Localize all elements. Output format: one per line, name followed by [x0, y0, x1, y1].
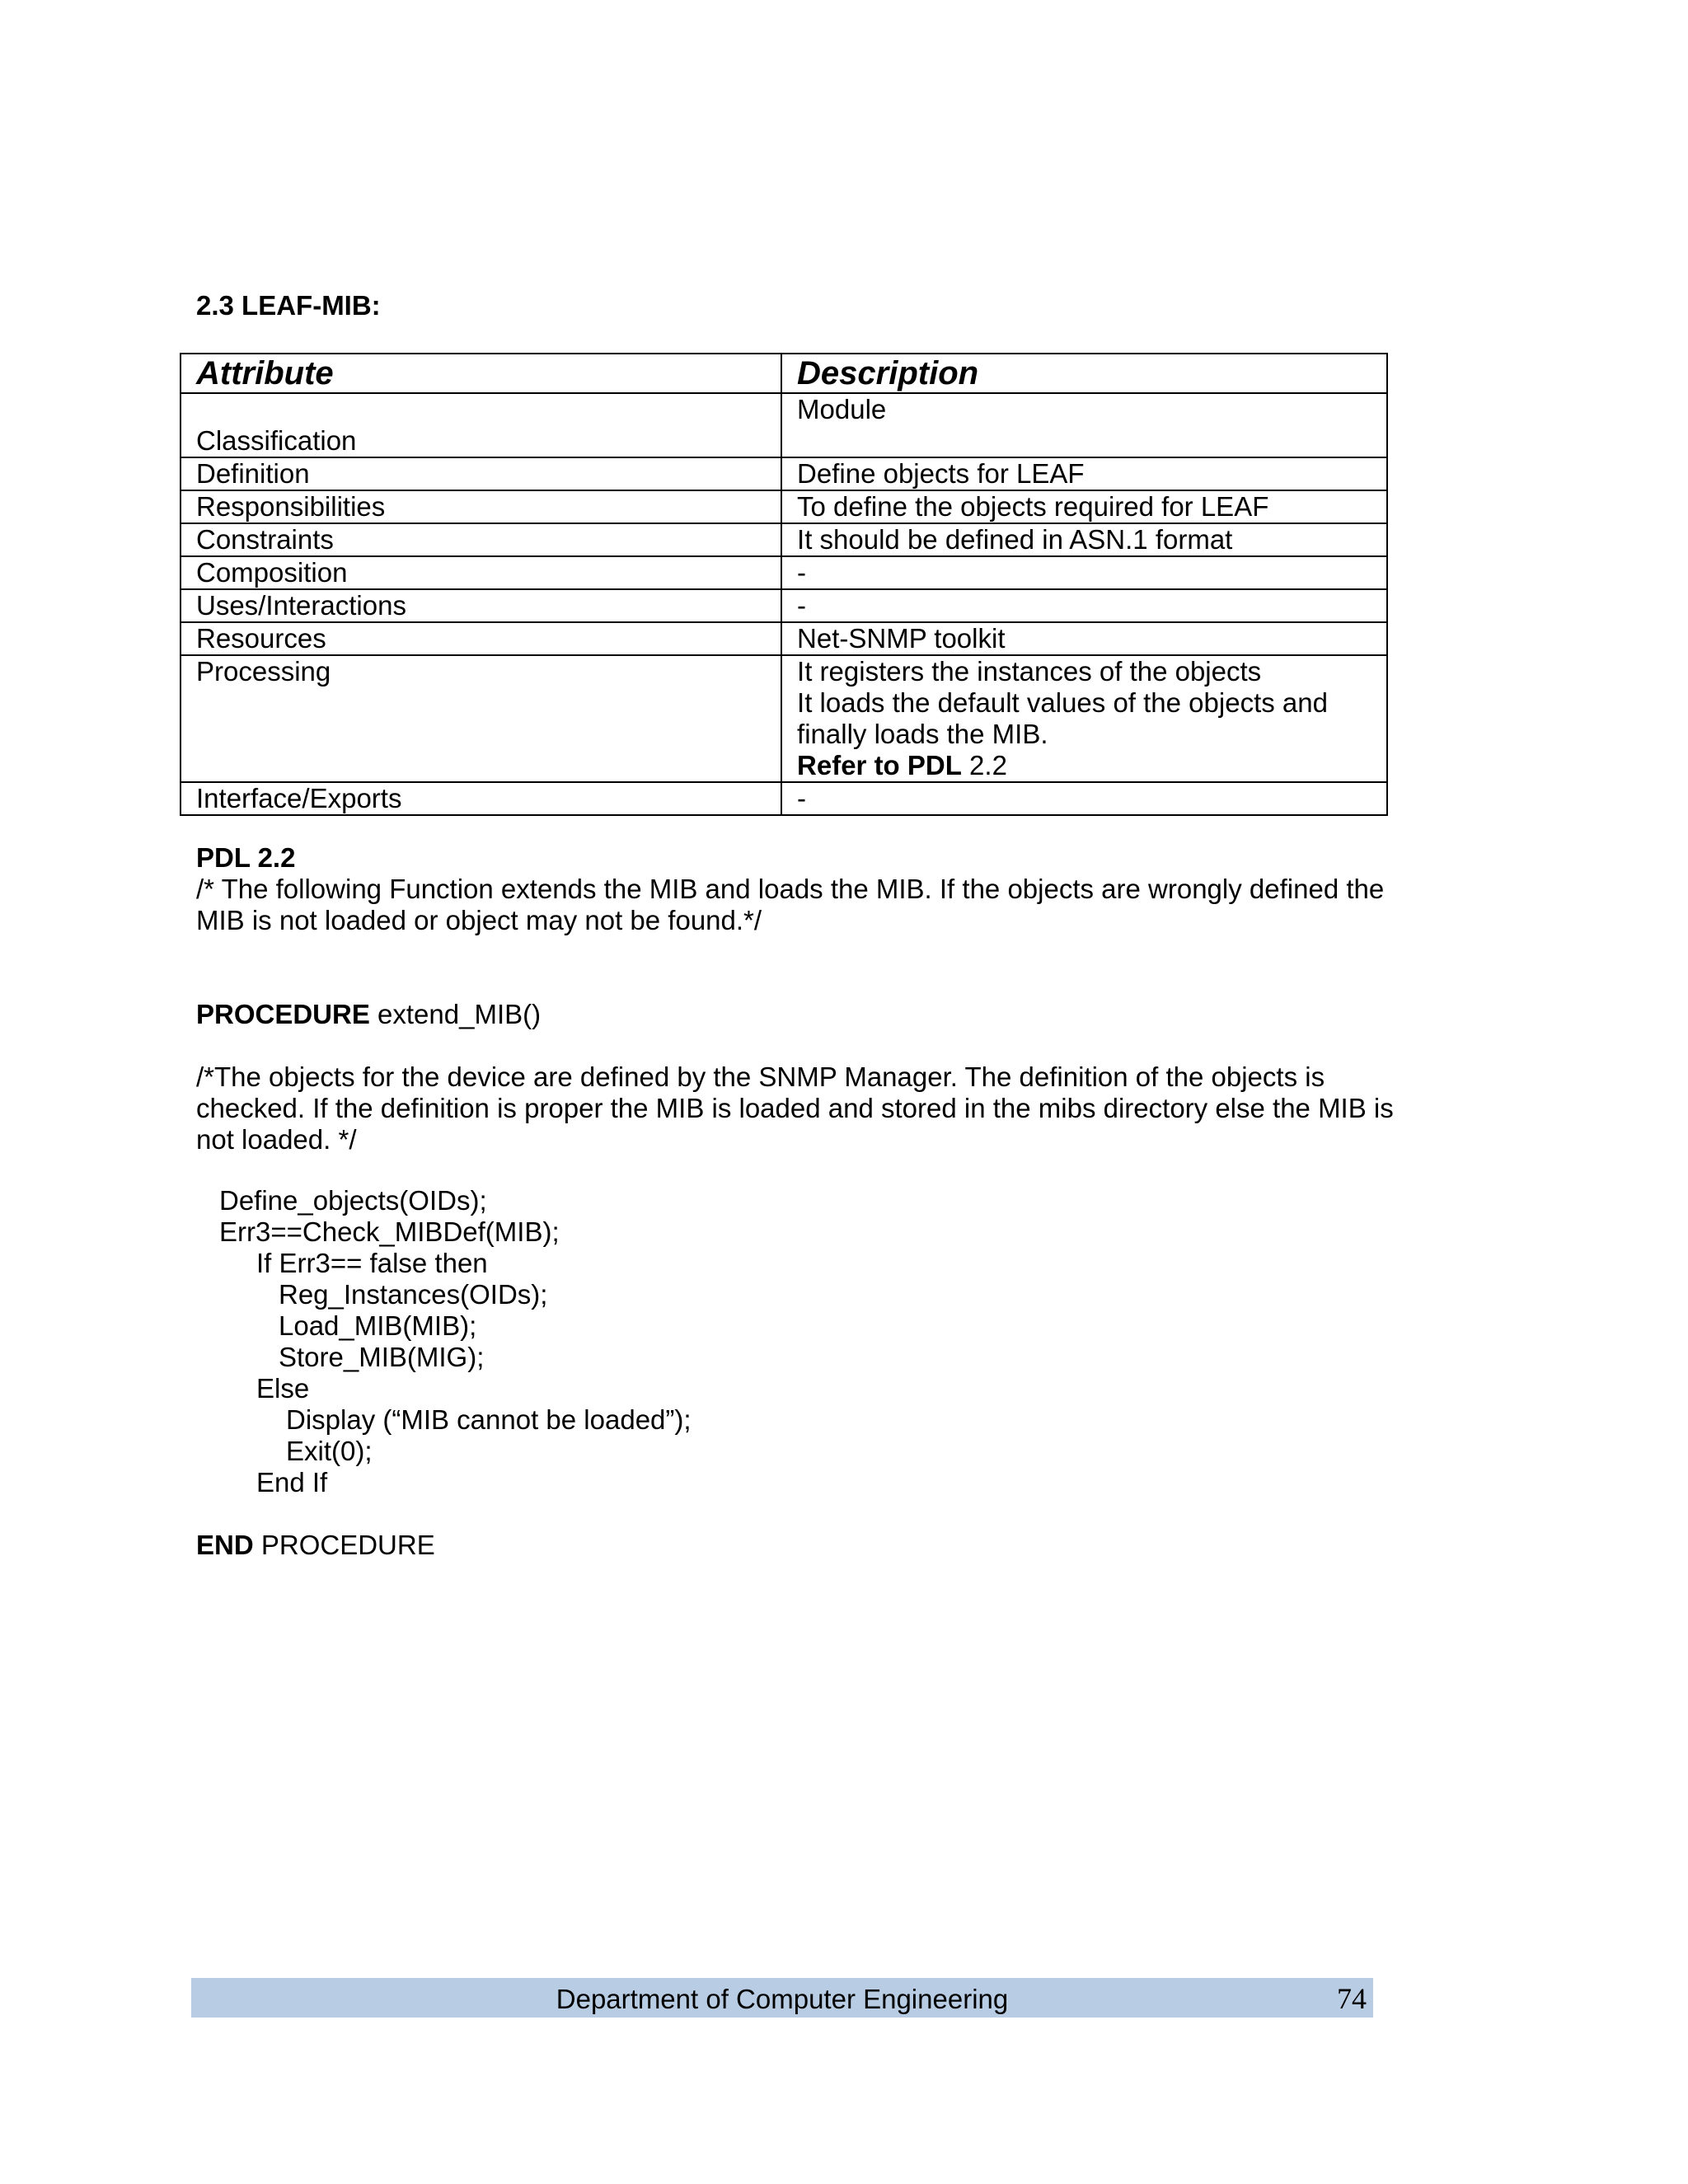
processing-line: It registers the instances of the objects — [797, 656, 1262, 687]
table-header-row — [181, 354, 1387, 393]
table-row — [181, 782, 1387, 815]
attribute-cell: Constraints — [181, 523, 781, 556]
attribute-table — [180, 353, 1388, 816]
description-cell: Define objects for LEAF — [781, 457, 1387, 490]
end-keyword: END — [196, 1530, 254, 1560]
code-line: Else — [256, 1373, 310, 1404]
page-number: 74 — [1337, 1982, 1367, 2015]
description-cell: To define the objects required for LEAF — [781, 490, 1387, 523]
pdl-intro-comment: /* The following Function extends the MIB and loads the MIB. If the objects are wrongly defined the MIB is not loaded or object may not be found.*/ — [196, 874, 1385, 935]
end-procedure-line — [196, 1530, 692, 1561]
attribute-cell: Responsibilities — [181, 490, 781, 523]
table-row — [181, 490, 1387, 523]
code-line: End If — [256, 1467, 328, 1497]
footer-department: Department of Computer Engineering — [556, 1984, 1009, 2014]
code-line: Load_MIB(MIB); — [279, 1310, 477, 1341]
reference-number: 2.2 — [961, 750, 1007, 780]
attribute-cell: Resources — [181, 622, 781, 655]
table-row — [181, 457, 1387, 490]
description-cell: Module — [781, 393, 1387, 457]
procedure-name: extend_MIB() — [369, 999, 542, 1029]
procedure-keyword: PROCEDURE — [196, 999, 370, 1029]
description-column-header: Description — [781, 354, 1387, 393]
code-line: If Err3== false then — [256, 1248, 488, 1278]
description-cell: - — [781, 782, 1387, 815]
code-line: Define_objects(OIDs); — [219, 1185, 487, 1216]
code-line: Store_MIB(MIG); — [279, 1342, 485, 1372]
processing-line: It loads the default values of the objects and finally loads the MIB. — [797, 687, 1328, 749]
pdl-section — [196, 842, 1416, 1155]
reference-label: Refer to PDL — [797, 750, 962, 780]
code-line: Err3==Check_MIBDef(MIB); — [219, 1216, 560, 1247]
attribute-cell: Interface/Exports — [181, 782, 781, 815]
description-cell: - — [781, 556, 1387, 589]
procedure-header — [196, 999, 1416, 1030]
attribute-cell: Classification — [181, 393, 781, 457]
attribute-cell: Definition — [181, 457, 781, 490]
code-line: Display (“MIB cannot be loaded”); — [286, 1404, 692, 1435]
table-row — [181, 655, 1387, 782]
description-cell — [781, 655, 1387, 782]
pdl-title: PDL 2.2 — [196, 842, 296, 873]
table-row — [181, 589, 1387, 622]
description-cell: It should be defined in ASN.1 format — [781, 523, 1387, 556]
attribute-column-header: Attribute — [181, 354, 781, 393]
description-cell: - — [781, 589, 1387, 622]
table-row — [181, 622, 1387, 655]
table-row — [181, 393, 1387, 457]
attribute-cell: Uses/Interactions — [181, 589, 781, 622]
pseudocode-block — [196, 1185, 692, 1561]
table-row — [181, 556, 1387, 589]
description-cell: Net-SNMP toolkit — [781, 622, 1387, 655]
code-line: Reg_Instances(OIDs); — [279, 1279, 548, 1310]
end-rest: PROCEDURE — [253, 1530, 435, 1560]
pdl-reference — [797, 750, 1375, 781]
procedure-comment: /*The objects for the device are defined by the SNMP Manager. The definition of the objects is checked. If the definition is proper the MIB is loaded and stored in the mibs directory else the MIB is not loaded. */ — [196, 1062, 1394, 1155]
attribute-cell: Composition — [181, 556, 781, 589]
table-row — [181, 523, 1387, 556]
section-heading: 2.3 LEAF-MIB: — [196, 290, 381, 321]
page-footer — [191, 1978, 1373, 2018]
code-line: Exit(0); — [286, 1436, 373, 1466]
attribute-cell: Processing — [181, 655, 781, 782]
